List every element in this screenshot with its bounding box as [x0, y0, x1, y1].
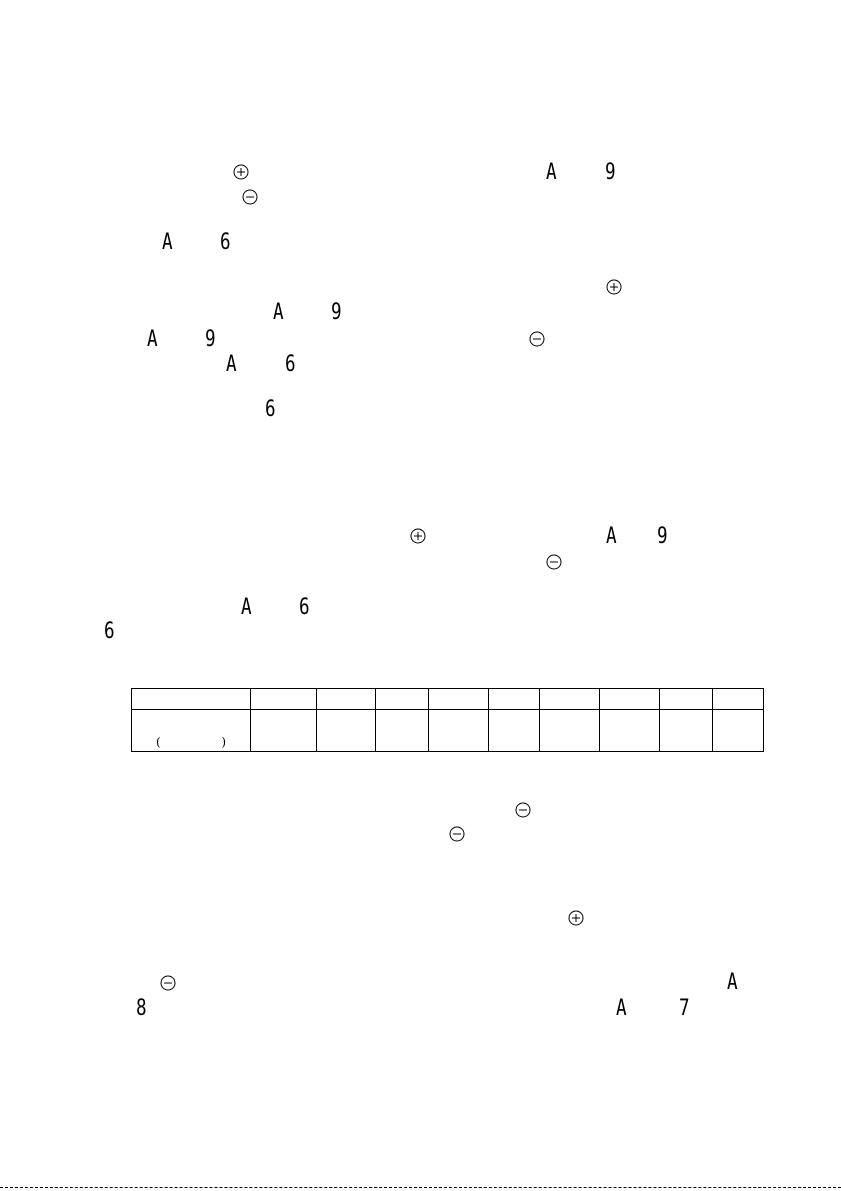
segment-glyph: A [727, 970, 738, 995]
plus-circle-icon [410, 528, 426, 544]
plus-circle-icon [606, 279, 622, 295]
segment-glyph: 6 [265, 397, 276, 422]
table-cell [251, 710, 317, 752]
segment-glyph: A [241, 595, 252, 620]
table-cell [489, 689, 540, 710]
paren-pair [156, 735, 226, 749]
segment-glyph: 9 [605, 160, 616, 185]
segment-glyph: A [162, 230, 173, 255]
segment-glyph: A [226, 352, 237, 377]
table-row [132, 710, 764, 752]
table-cell [251, 689, 317, 710]
table-cell [600, 710, 660, 752]
table-cell [132, 710, 251, 752]
plus-circle-icon [568, 910, 584, 926]
minus-circle-icon [515, 802, 531, 818]
table-cell [317, 710, 376, 752]
bottom-dashed-rule [0, 1187, 841, 1188]
spec-table [131, 688, 764, 752]
segment-glyph: 6 [299, 595, 310, 620]
segment-glyph: A [616, 996, 627, 1021]
table-row [132, 689, 764, 710]
segment-glyph: 9 [205, 327, 216, 352]
segment-glyph: 8 [136, 996, 147, 1021]
segment-glyph: 7 [679, 996, 690, 1021]
table-cell [660, 710, 713, 752]
table-cell [317, 689, 376, 710]
paren-open: ( [156, 735, 161, 749]
table-cell [660, 689, 713, 710]
segment-glyph: 6 [104, 619, 115, 644]
table-cell [540, 710, 600, 752]
segment-glyph: 6 [285, 352, 296, 377]
table-cell [376, 710, 429, 752]
minus-circle-icon [546, 554, 562, 570]
table-cell [713, 689, 764, 710]
plus-circle-icon [233, 164, 249, 180]
table-cell [429, 710, 489, 752]
minus-circle-icon [242, 189, 258, 205]
minus-circle-icon [529, 331, 545, 347]
minus-circle-icon [449, 826, 465, 842]
table-cell [132, 689, 251, 710]
segment-glyph: A [147, 327, 158, 352]
table-cell [429, 689, 489, 710]
segment-glyph: A [546, 160, 557, 185]
table-cell [376, 689, 429, 710]
segment-glyph: A [606, 524, 617, 549]
segment-glyph: 9 [657, 524, 668, 549]
segment-glyph: 9 [331, 300, 342, 325]
table-cell [489, 710, 540, 752]
table-cell [540, 689, 600, 710]
table-cell [600, 689, 660, 710]
paren-close: ) [221, 735, 226, 749]
table-cell [713, 710, 764, 752]
segment-glyph: 6 [220, 230, 231, 255]
minus-circle-icon [160, 975, 176, 991]
segment-glyph: A [273, 300, 284, 325]
